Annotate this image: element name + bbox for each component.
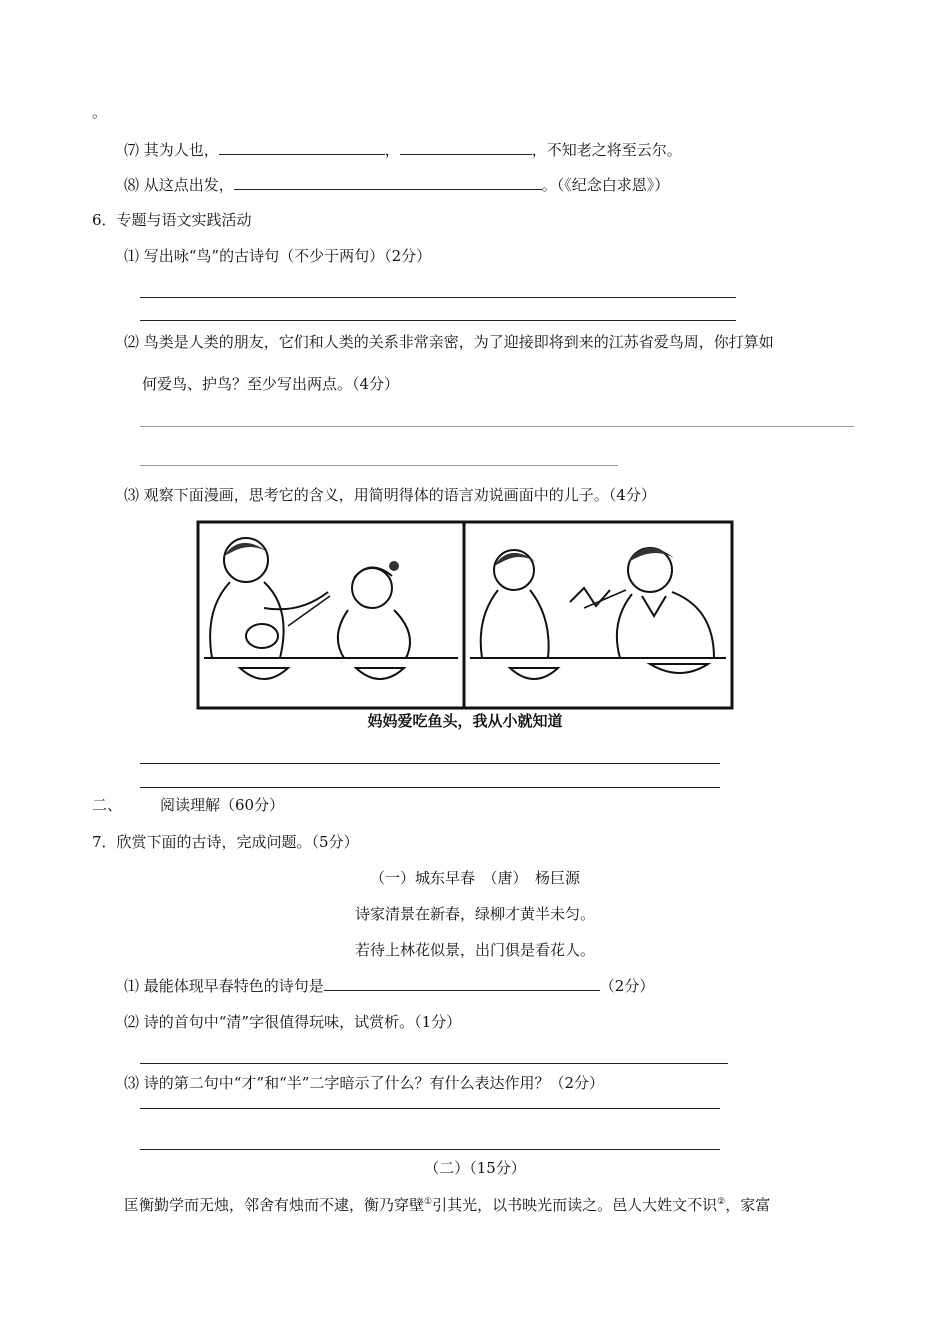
cartoon-drawing	[180, 518, 770, 734]
question-6-1: ⑴ 写出咏“鸟”的古诗句（不少于两句）（2分）	[124, 247, 432, 265]
passage-text: 匡衡勤学而无烛，邻舍有烛而不逮，衡乃穿壁	[124, 1196, 425, 1214]
stray-period: 。	[92, 103, 108, 121]
section-2-title: 阅读理解（60分）	[160, 796, 285, 814]
answer-line[interactable]	[140, 763, 720, 764]
question-6-2-line1: ⑵ 鸟类是人类的朋友，它们和人类的关系非常亲密，为了迎接即将到来的江苏省爱鸟周，你打算如	[124, 333, 774, 351]
poem-title: （一）城东早春 （唐） 杨巨源	[369, 869, 580, 887]
q5-8-suffix: 。（《纪念白求恩》）	[541, 176, 670, 194]
q5-7-comma: ，	[384, 141, 400, 159]
answer-blank[interactable]	[324, 976, 600, 991]
answer-line[interactable]	[140, 1149, 720, 1150]
answer-line[interactable]	[140, 297, 736, 298]
question-5-7	[124, 140, 682, 160]
answer-line[interactable]	[140, 465, 618, 466]
q5-7-suffix: ，不知老之将至云尔。	[531, 141, 682, 159]
answer-line[interactable]	[140, 1108, 720, 1109]
cartoon-illustration	[180, 518, 770, 734]
section-2-number: 二、	[92, 796, 123, 814]
answer-line[interactable]	[140, 787, 720, 788]
q7-1-text: ⑴ 最能体现早春特色的诗句是	[124, 977, 324, 995]
footnote-marker: ①	[424, 1197, 433, 1207]
question-6-heading: 6．专题与语文实践活动	[92, 211, 252, 229]
passage-text: ，家富	[725, 1196, 771, 1214]
answer-line[interactable]	[140, 1063, 728, 1064]
q5-8-prefix: ⑻ 从这点出发，	[124, 176, 234, 194]
passage-text: 引其光，以书映光而读之。邑人大姓文不识	[432, 1196, 718, 1214]
question-6-3: ⑶ 观察下面漫画，思考它的含义，用简明得体的语言劝说画面中的儿子。（4分）	[124, 486, 656, 504]
answer-line[interactable]	[140, 426, 854, 427]
q7-1-points: （2分）	[599, 977, 655, 995]
footnote-marker: ②	[717, 1197, 726, 1207]
answer-line[interactable]	[140, 320, 736, 321]
answer-blank[interactable]	[234, 175, 542, 190]
question-6-2-line2: 何爱鸟、护鸟？至少写出两点。（4分）	[142, 375, 400, 393]
question-7-1	[124, 976, 654, 996]
answer-blank[interactable]	[219, 140, 385, 155]
answer-blank[interactable]	[400, 140, 532, 155]
poem-line-1: 诗家清景在新春，绿柳才黄半未匀。	[354, 905, 595, 923]
question-5-8	[124, 175, 669, 195]
question-7-3: ⑶ 诗的第二句中“才”和“半”二字暗示了什么？有什么表达作用？（2分）	[124, 1074, 604, 1092]
question-7-2: ⑵ 诗的首句中“清”字很值得玩味，试赏析。（1分）	[124, 1013, 462, 1031]
q5-7-prefix: ⑺ 其为人也，	[124, 141, 219, 159]
question-7-heading: 7．欣赏下面的古诗，完成问题。（5分）	[92, 833, 359, 851]
passage-paragraph	[124, 1192, 770, 1215]
part-2-title: （二）（15分）	[424, 1159, 526, 1177]
cartoon-caption: 妈妈爱吃鱼头，我从小就知道	[367, 712, 563, 730]
poem-line-2: 若待上林花似景，出门俱是看花人。	[354, 941, 595, 959]
